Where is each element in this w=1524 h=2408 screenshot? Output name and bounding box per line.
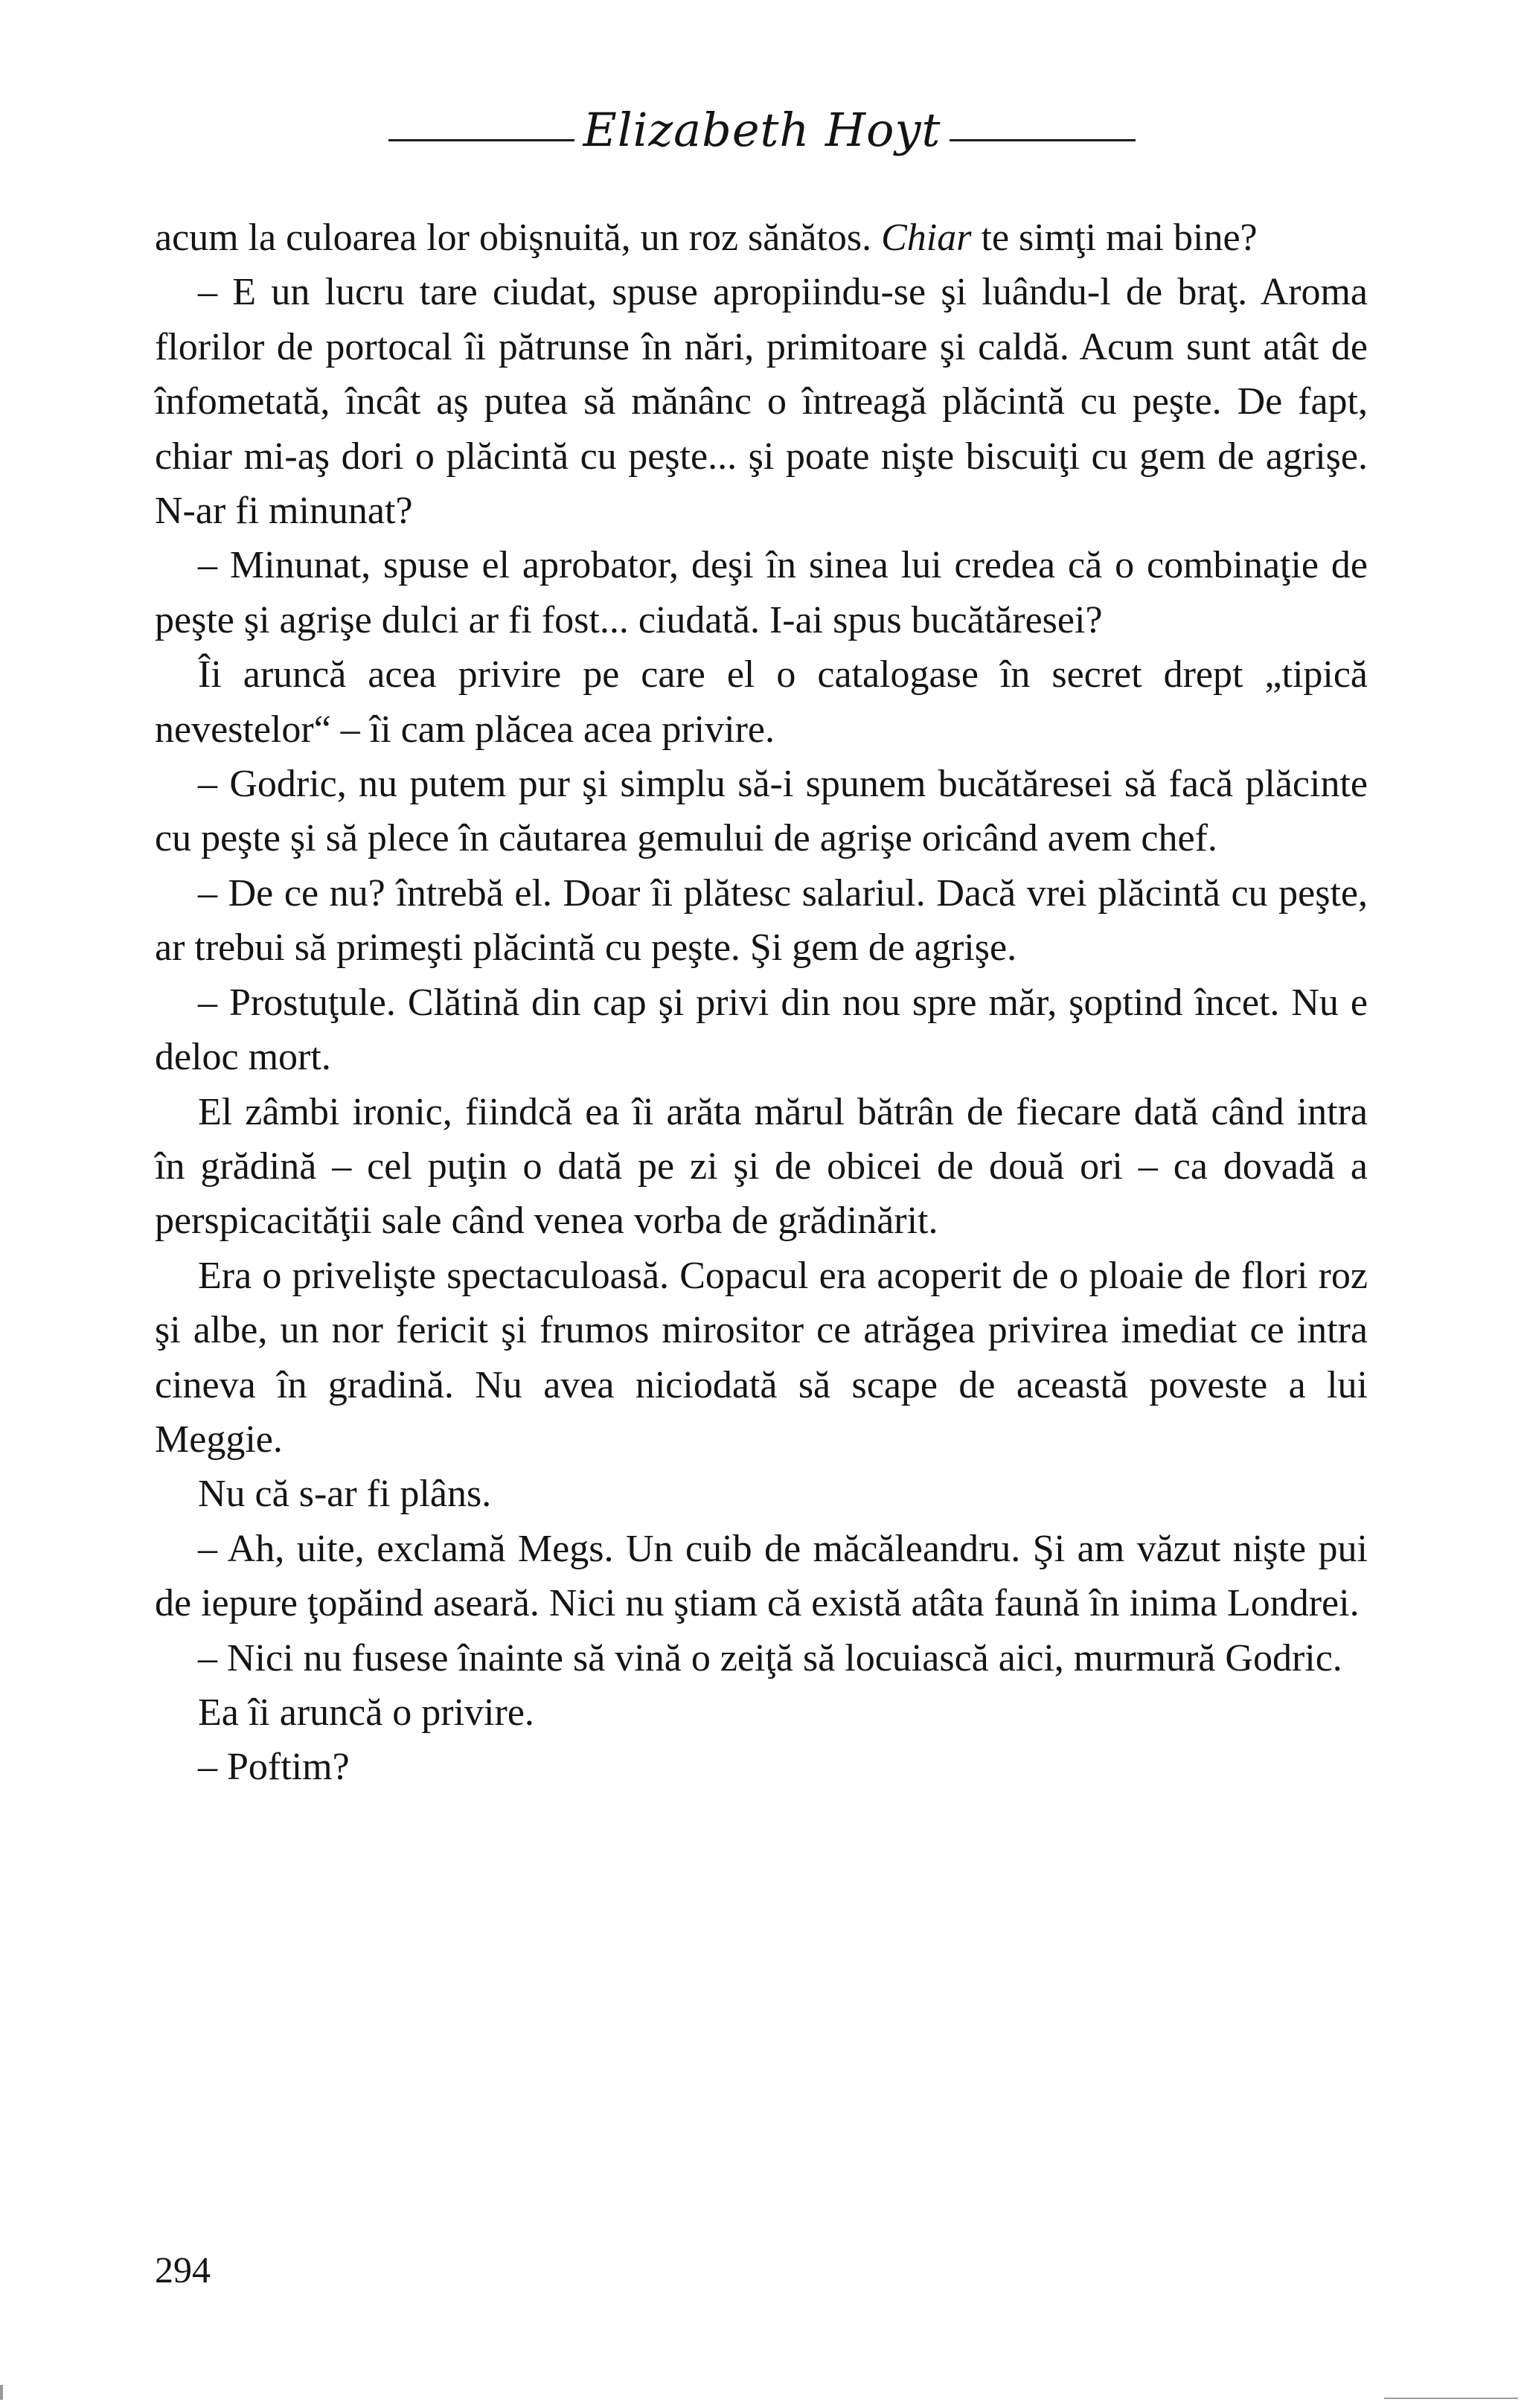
edge-mark-right: [1384, 2398, 1518, 2399]
paragraph-text: Era o privelişte spectaculoasă. Copacul era acoperit de o ploaie de flori roz şi albe, un nor fericit şi frumos mirositor ce atrăgea privirea imediat ce intra cineva în gradină. Nu avea niciodată să scape de această poveste a lui Meggie.: [155, 1254, 1368, 1461]
paragraph: [155, 976, 1368, 1085]
paragraph: [155, 538, 1368, 647]
paragraph: [155, 757, 1368, 866]
paragraph: [155, 647, 1368, 757]
paragraph-text: – Ah, uite, exclamă Megs. Un cuib de măcăleandru. Şi am văzut nişte pui de iepure ţopăind aseară. Nici nu ştiam că există atâta faună în inima Londrei.: [155, 1527, 1368, 1625]
paragraph: [155, 1522, 1368, 1631]
paragraph-text: – E un lucru tare ciudat, spuse apropiindu-se şi luându-l de braţ. Aroma florilor de portocal îi pătrunse în nări, primitoare şi caldă. Acum sunt atât de înfometată, încât aş putea să mănânc o întreagă plăcintă cu peşte. De fapt, chiar mi-aş dori o plăcintă cu peşte... şi poate nişte biscuiţi cu gem de agrişe. N-ar fi minunat?: [155, 271, 1368, 533]
paragraph-text: El zâmbi ironic, fiindcă ea îi arăta mărul bătrân de fiecare dată când intra în grădină – cel puţin o dată pe zi şi de obicei de două ori – ca dovadă a perspicacităţii sale când venea vorba de grădinărit.: [155, 1090, 1368, 1243]
paragraph-text: Îi aruncă acea privire pe care el o catalogase în secret drept „tipică nevestelor“ – îi cam plăcea acea privire.: [155, 653, 1368, 751]
paragraph: [155, 1631, 1368, 1685]
emphasis-text: Chiar: [881, 217, 972, 259]
running-head-author: Elizabeth Hoyt: [583, 103, 941, 157]
paragraph-text: – Godric, nu putem pur şi simplu să-i spunem bucătăresei să facă plăcinte cu peşte şi să plece în căutarea gemului de agrişe oricând avem chef.: [155, 763, 1368, 860]
edge-mark-left: [0, 2385, 3, 2400]
paragraph-text: – Poftim?: [198, 1746, 350, 1789]
paragraph-text: – Prostuţule. Clătină din cap şi privi din nou spre măr, şoptind încet. Nu e deloc mort.: [155, 981, 1368, 1079]
paragraph: [155, 1085, 1368, 1249]
body-text: [155, 211, 1368, 1795]
running-head: [0, 103, 1524, 157]
paragraph: [155, 866, 1368, 976]
header-rule-right: [950, 139, 1136, 141]
page-number: 294: [155, 2249, 211, 2290]
paragraph-text: Nu că s-ar fi plâns.: [198, 1473, 492, 1516]
paragraph-text: te simţi mai bine?: [971, 217, 1258, 259]
paragraph: [155, 265, 1368, 538]
paragraph-text: – De ce nu? întrebă el. Doar îi plătesc salariul. Dacă vrei plăcintă cu peşte, ar trebui să primeşti plăcintă cu peşte. Şi gem de agrişe.: [155, 871, 1368, 970]
paragraph: [155, 1740, 1368, 1794]
paragraph: [155, 1467, 1368, 1521]
header-rule-left: [388, 139, 574, 141]
paragraph-text: – Nici nu fusese înainte să vină o zeiţă să locuiască aici, murmură Godric.: [198, 1636, 1342, 1679]
paragraph: [155, 1249, 1368, 1467]
paragraph: [155, 1685, 1368, 1740]
paragraph: [155, 211, 1368, 265]
paragraph-text: Ea îi aruncă o privire.: [198, 1691, 534, 1734]
paragraph-text: – Minunat, spuse el aprobator, deşi în sinea lui credea că o combinaţie de peşte şi agrişe dulci ar fi fost... ciudată. I-ai spus bucătăresei?: [155, 544, 1368, 641]
paragraph-text: acum la culoarea lor obişnuită, un roz sănătos.: [155, 217, 882, 259]
